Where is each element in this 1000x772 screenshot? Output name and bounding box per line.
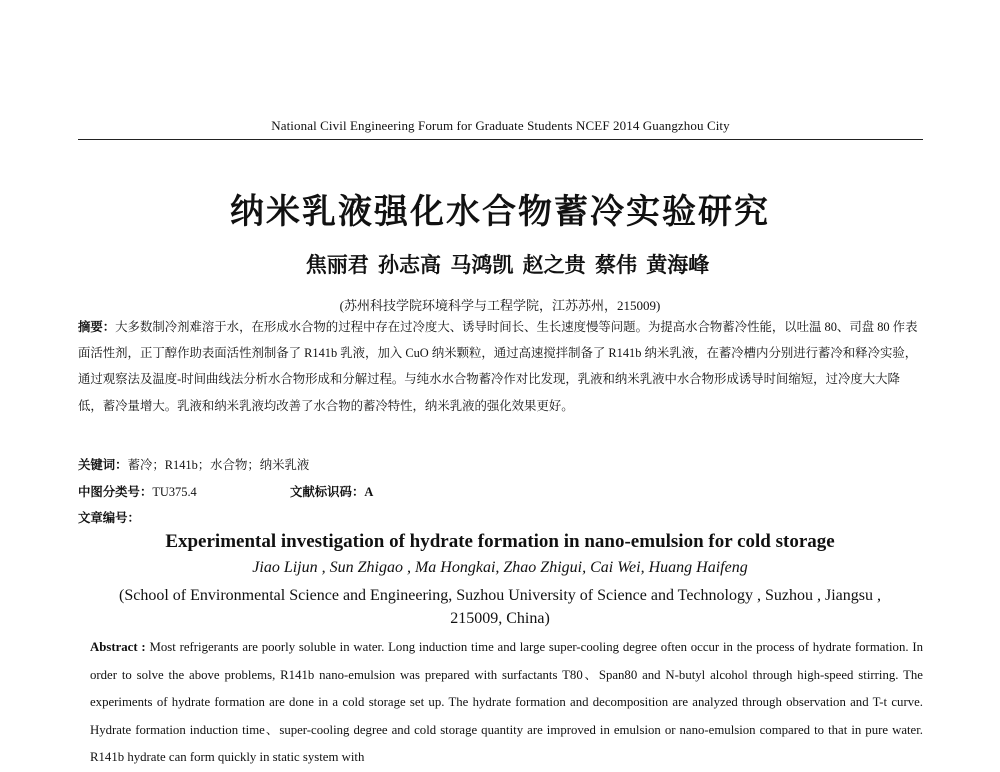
article-number-label: 文章编号： [78, 510, 140, 525]
english-title: Experimental investigation of hydrate formation in nano-emulsion for cold storage [165, 531, 835, 552]
classification-line [78, 482, 374, 500]
keywords-label: 关键词： [78, 457, 128, 472]
doc-label: 文献标识码： [290, 484, 365, 499]
article-number-line [78, 508, 140, 526]
english-abstract-label: Abstract : [90, 640, 146, 654]
doc-value: A [364, 485, 374, 499]
chinese-title: 纳米乳液强化水合物蓄冷实验研究 [230, 192, 770, 232]
english-abstract [90, 634, 923, 772]
english-abstract-text: Most refrigerants are poorly soluble in water. Long induction time and large super-cooling degree often occur in the process of hydrate formation. In order to solve the above problems, R141b nano-emulsion was prepared with surfactants T80、Span80 and N-butyl alcohol through high-speed stirring. The experiments of hydrate formation are done in a cold storage set up. The hydrate formation and decomposition are analyzed through observation and T-t curve. Hydrate formation induction time、super-cooling degree and cold storage quantity are improved in emulsion or nano-emulsion compared to that in pure water. R141b hydrate can form quickly in static system with [90, 640, 923, 765]
english-authors: Jiao Lijun , Sun Zhigao , Ma Hongkai, Zhao Zhigui, Cai Wei, Huang Haifeng [252, 559, 748, 576]
chinese-abstract-text: 大多数制冷剂难溶于水，在形成水合物的过程中存在过冷度大、诱导时间长、生长速度慢等问题。为提高水合物蓄冷性能，以吐温 80、司盘 80 作表面活性剂，正丁醇作助表面活性剂制备了 R141b 乳液，加入 CuO 纳米颗粒，通过高速搅拌制备了 R141b 纳米乳液，在蓄冷槽内分别进行蓄冷和释冷实验，通过观察法及温度-时间曲线法分析水合物形成和分解过程。与纯水水合物蓄冷作对比发现，乳液和纳米乳液中水合物形成诱导时间缩短，过冷度大大降低，蓄冷量增大。乳液和纳米乳液均改善了水合物的蓄冷特性，纳米乳液的强化效果更好。 [78, 320, 918, 413]
keywords-value: 蓄冷；R141b；水合物；纳米乳液 [127, 458, 310, 472]
chinese-abstract-label: 摘要： [78, 319, 116, 334]
header-rule [78, 139, 923, 140]
chinese-abstract [78, 314, 923, 419]
chinese-authors: 焦丽君 孙志高 马鸿凯 赵之贵 蔡伟 黄海峰 [305, 253, 710, 277]
class-label: 中图分类号： [78, 484, 153, 499]
running-header: National Civil Engineering Forum for Graduate Students NCEF 2014 Guangzhou City [271, 118, 730, 133]
class-value: TU375.4 [152, 485, 197, 499]
english-affiliation: (School of Environmental Science and Engineering, Suzhou University of Science and Technology , Suzhou , Jiangsu , 215009, China) [119, 587, 881, 627]
keywords-line [78, 455, 309, 473]
document-code [290, 482, 373, 500]
chinese-affiliation: (苏州科技学院环境科学与工程学院，江苏苏州，215009) [339, 298, 661, 313]
